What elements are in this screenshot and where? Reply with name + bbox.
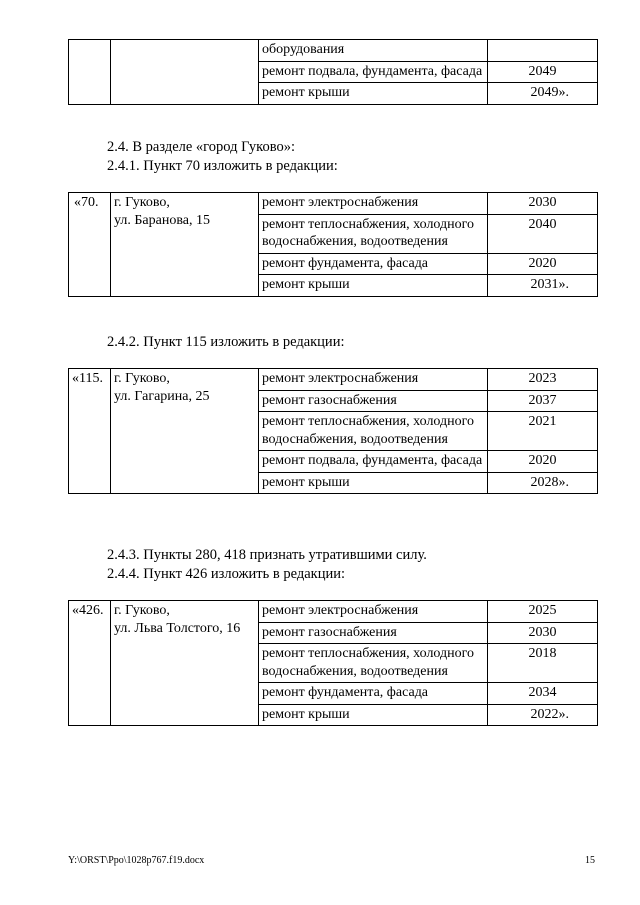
work-cell: ремонт газоснабжения [259,622,488,644]
address-city: г. Гуково, [114,195,170,210]
year-cell: 2025 [488,601,598,623]
work-cell: оборудования [259,40,488,62]
work-cell: ремонт подвала, фундамента, фасада [259,451,488,473]
year-cell: 2022». [488,704,598,726]
work-cell: ремонт подвала, фундамента, фасада [259,61,488,83]
work-cell: ремонт газоснабжения [259,390,488,412]
work-cell: ремонт теплоснабжения, холодного водоснабжения, водоотведения [259,214,488,253]
paragraph-2-4-3: 2.4.3. Пункты 280, 418 признать утратившими силу. [107,547,427,563]
year-cell: 2021 [488,412,598,451]
year-cell: 2037 [488,390,598,412]
work-cell: ремонт крыши [259,275,488,297]
number-cell [69,40,111,105]
address-street: ул. Гагарина, 25 [114,388,210,404]
paragraph-2-4: 2.4. В разделе «город Гуково»: [107,139,296,155]
year-cell: 2030 [488,193,598,215]
year-cell: 2023 [488,369,598,391]
address-cell [111,369,259,494]
work-cell: ремонт фундамента, фасада [259,253,488,275]
footer-page-number: 15 [585,855,595,866]
address-cell [111,601,259,726]
work-cell: ремонт фундамента, фасада [259,683,488,705]
table-row [69,369,598,391]
work-cell: ремонт электроснабжения [259,193,488,215]
year-cell: 2018 [488,644,598,683]
paragraph-2-4-1: 2.4.1. Пункт 70 изложить в редакции: [107,158,338,174]
year-cell: 2049». [488,83,598,105]
paragraph-2-4-4: 2.4.4. Пункт 426 изложить в редакции: [107,566,346,582]
address-cell [111,193,259,297]
table-item-115 [68,368,598,494]
table-item-70 [68,192,598,297]
number-cell: «115. [69,369,111,494]
table-row [69,40,598,62]
footer-file-path: Y:\ORST\Ppo\1028p767.f19.docx [68,855,205,866]
year-cell: 2020 [488,451,598,473]
table-item-426 [68,600,598,726]
number-cell: «70. [69,193,111,297]
work-cell: ремонт крыши [259,704,488,726]
number-cell: «426. [69,601,111,726]
work-cell: ремонт крыши [259,83,488,105]
table-continuation [68,39,598,105]
year-cell: 2031». [488,275,598,297]
year-cell: 2034 [488,683,598,705]
work-cell: ремонт электроснабжения [259,601,488,623]
table-row [69,601,598,623]
address-street: ул. Льва Толстого, 16 [114,620,241,636]
address-cell [111,40,259,105]
address-city: г. Гуково, [114,603,170,618]
work-cell: ремонт электроснабжения [259,369,488,391]
paragraph-2-4-2: 2.4.2. Пункт 115 изложить в редакции: [107,334,345,350]
year-cell [488,40,598,62]
work-cell: ремонт теплоснабжения, холодного водоснабжения, водоотведения [259,644,488,683]
work-cell: ремонт теплоснабжения, холодного водоснабжения, водоотведения [259,412,488,451]
address-city: г. Гуково, [114,371,170,386]
year-cell: 2020 [488,253,598,275]
work-cell: ремонт крыши [259,472,488,494]
table-row [69,193,598,215]
address-street: ул. Баранова, 15 [114,212,210,228]
year-cell: 2028». [488,472,598,494]
year-cell: 2049 [488,61,598,83]
year-cell: 2030 [488,622,598,644]
year-cell: 2040 [488,214,598,253]
